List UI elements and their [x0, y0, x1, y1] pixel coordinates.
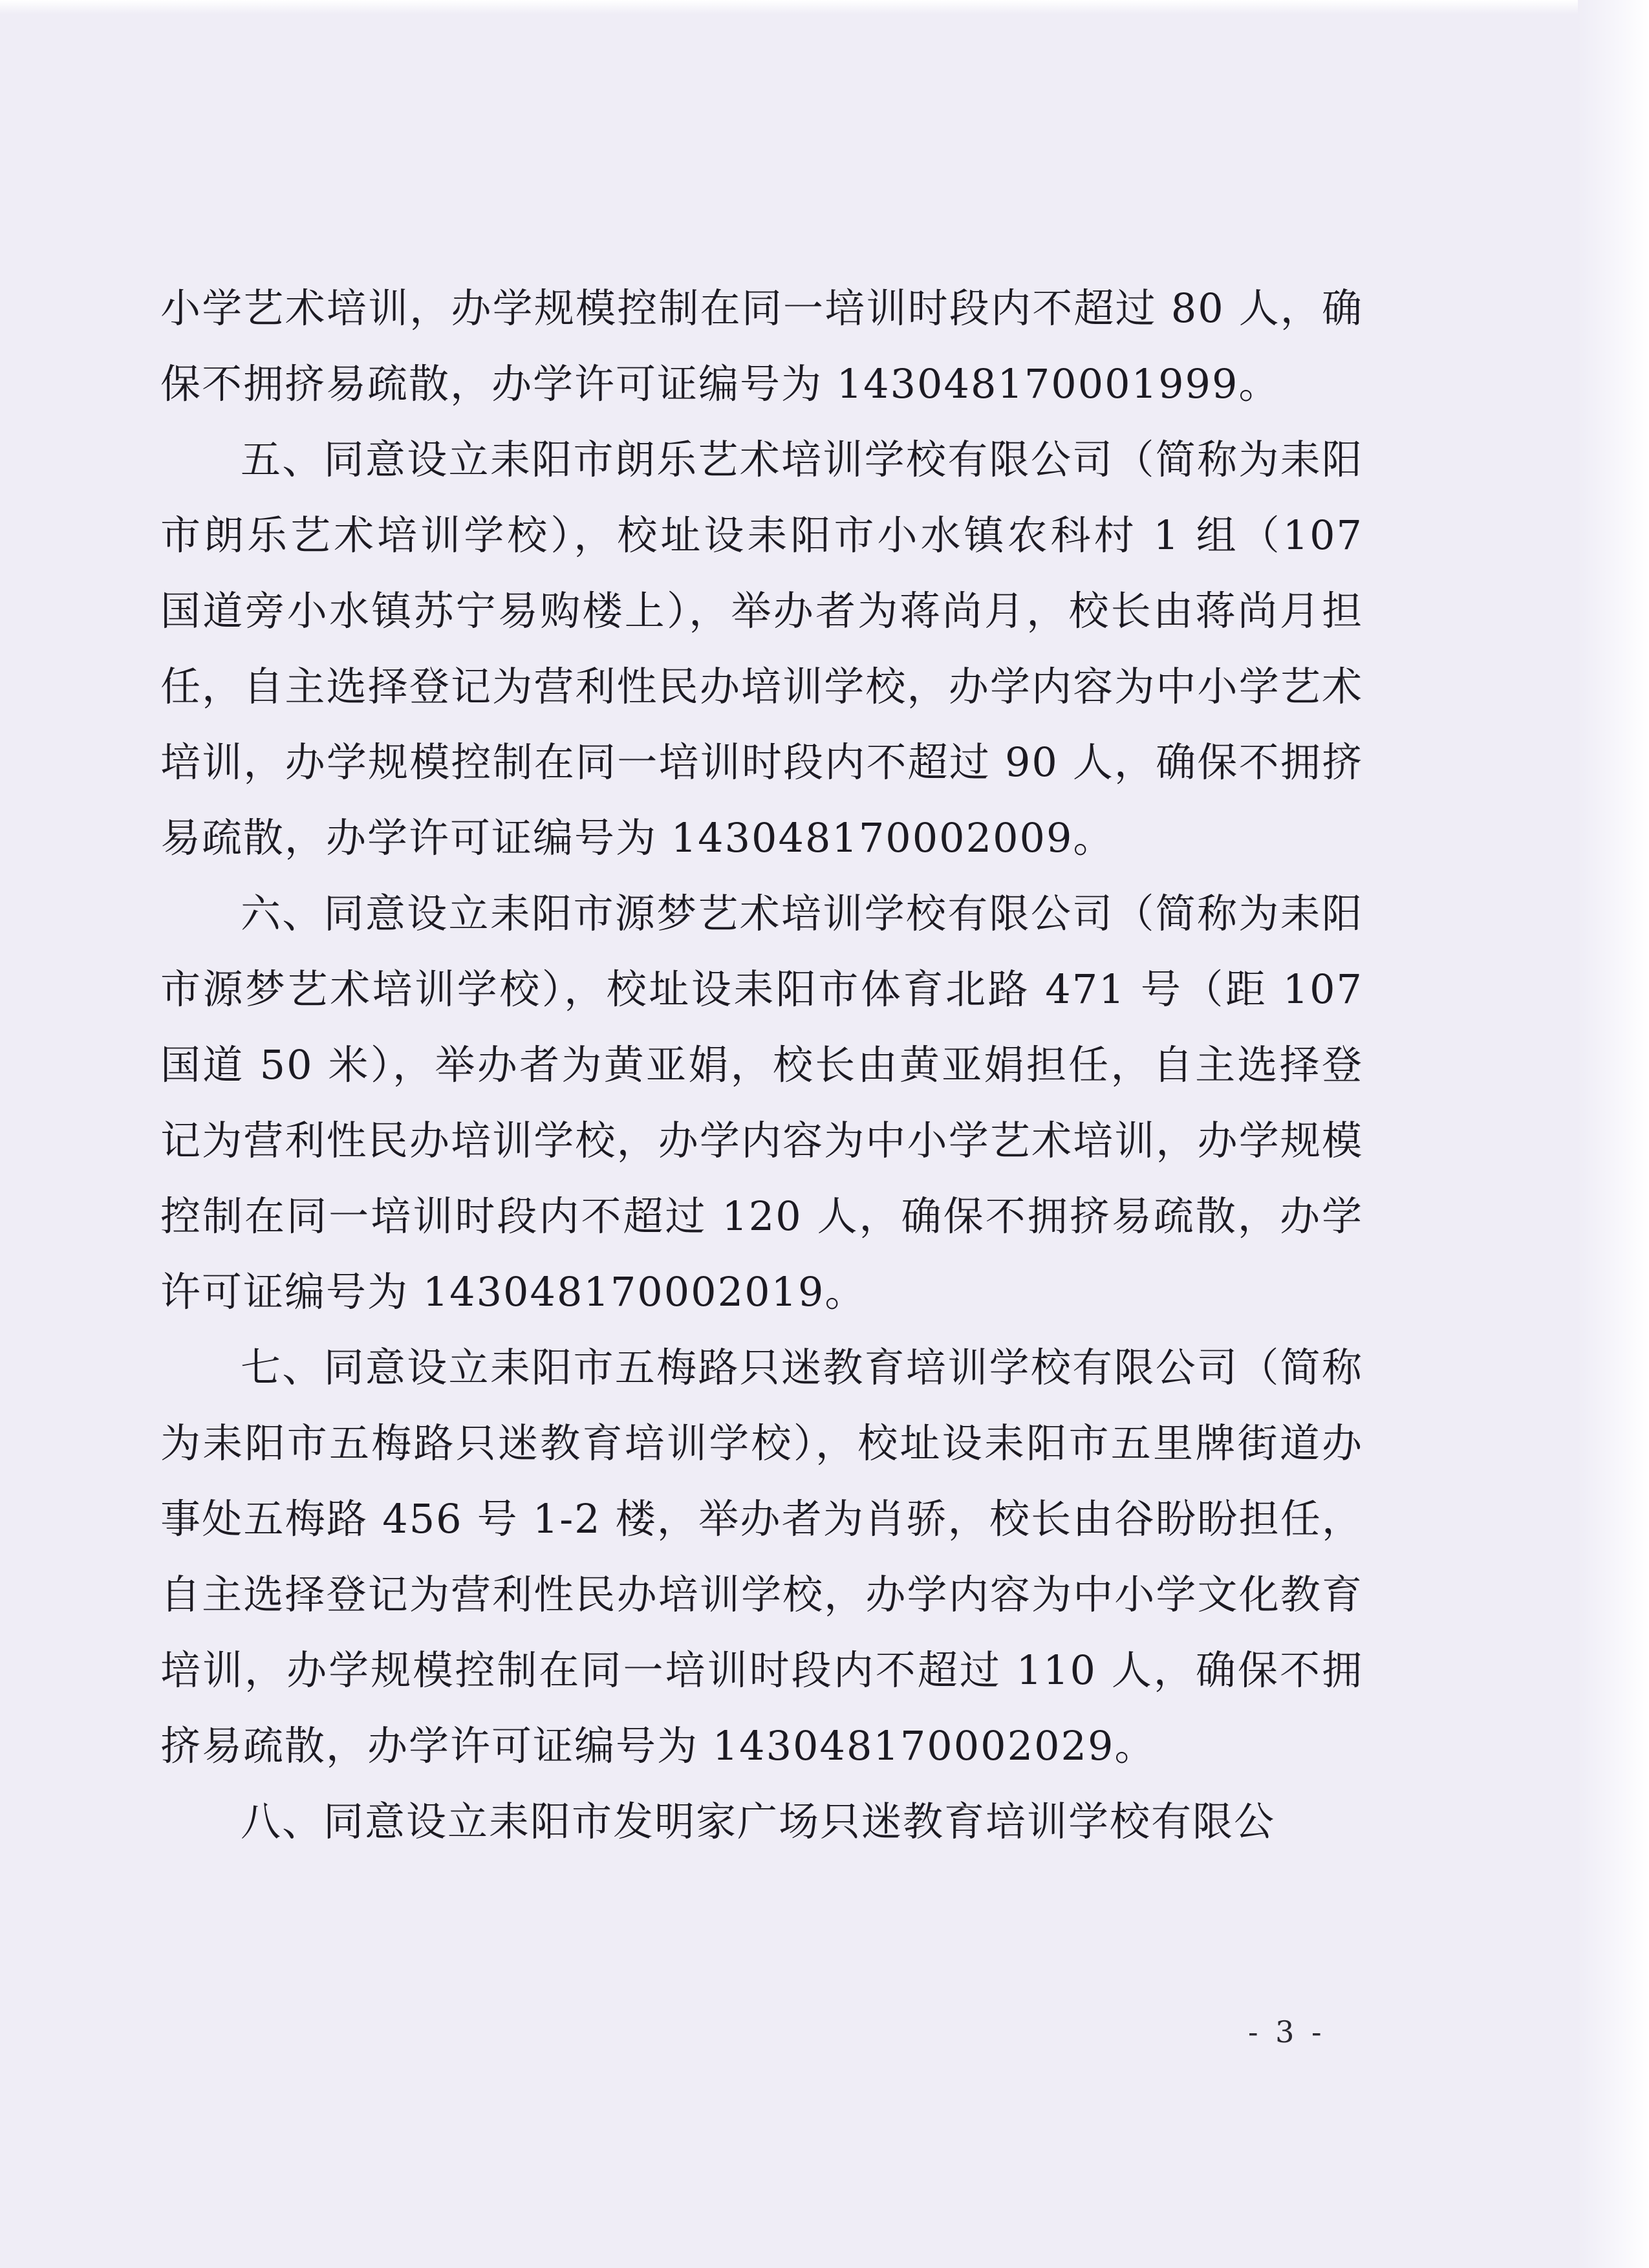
scan-edge-top: [0, 0, 1649, 14]
scan-edge-right: [1578, 0, 1649, 2268]
document-body: [160, 270, 1363, 1859]
paragraph-continuation: 小学艺术培训，办学规模控制在同一培训时段内不超过 80 人，确保不拥挤易疏散，办学许可证编号为 143048170001999。: [160, 285, 1363, 407]
page-number: - 3 -: [1248, 2014, 1326, 2049]
paragraph-item-8: 八、同意设立耒阳市发明家广场只迷教育培训学校有限公: [241, 1798, 1276, 1845]
paragraph-item-6: 六、同意设立耒阳市源梦艺术培训学校有限公司（简称为耒阳市源梦艺术培训学校），校址设耒阳市体育北路 471 号（距 107 国道 50 米），举办者为黄亚娟，校长由黄亚娟担任，自主选择登记为营利性民办培训学校，办学内容为中小学艺术培训，办学规模控制在同一培训时段内不超过 120 人，确保不拥挤易疏散，办学许可证编号为 143048170002019。: [160, 890, 1363, 1315]
paragraph-item-5: 五、同意设立耒阳市朗乐艺术培训学校有限公司（简称为耒阳市朗乐艺术培训学校），校址设耒阳市小水镇农科村 1 组（107 国道旁小水镇苏宁易购楼上），举办者为蒋尚月，校长由蒋尚月担任，自主选择登记为营利性民办培训学校，办学内容为中小学艺术培训，办学规模控制在同一培训时段内不超过 90 人，确保不拥挤易疏散，办学许可证编号为 143048170002009。: [160, 436, 1363, 861]
paragraph-item-7: 七、同意设立耒阳市五梅路只迷教育培训学校有限公司（简称为耒阳市五梅路只迷教育培训学校），校址设耒阳市五里牌街道办事处五梅路 456 号 1-2 楼，举办者为肖骄，校长由谷盼盼担任，自主选择登记为营利性民办培训学校，办学内容为中小学文化教育培训，办学规模控制在同一培训时段内不超过 110 人，确保不拥挤易疏散，办学许可证编号为 143048170002029。: [160, 1344, 1363, 1769]
